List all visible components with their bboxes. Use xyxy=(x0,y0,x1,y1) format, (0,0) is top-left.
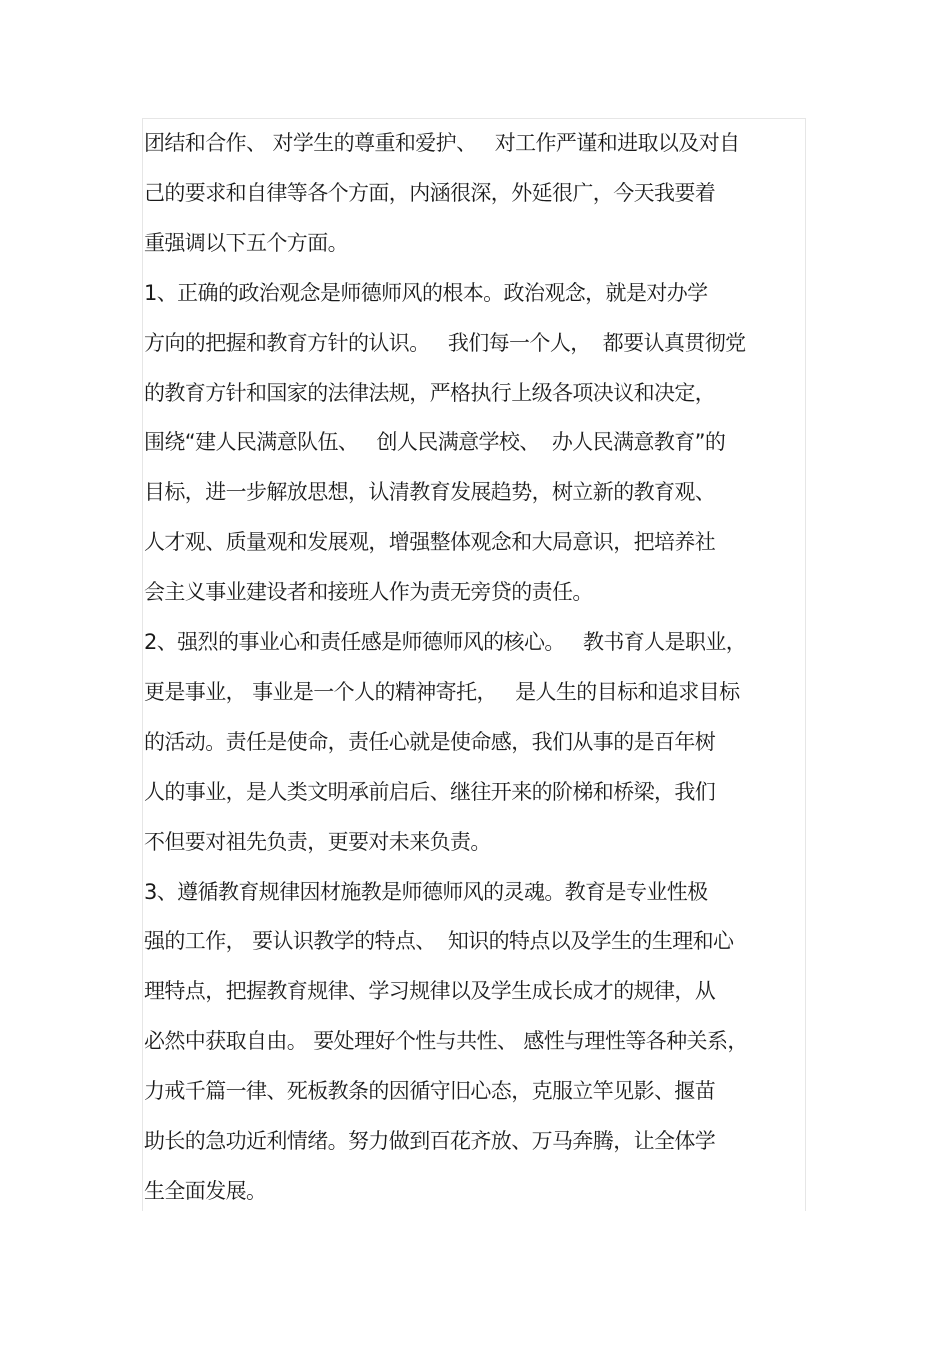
text-line: 会主义事业建设者和接班人作为责无旁贷的责任。 xyxy=(144,580,593,605)
text-line: 生全面发展。 xyxy=(144,1178,267,1203)
text-line: 2、强烈的事业心和责任感是师德师风的核心。 教书育人是职业， xyxy=(144,630,747,654)
text-line: 重强调以下五个方面。 xyxy=(144,230,348,255)
text-line: 1、正确的政治观念是师德师风的根本。政治观念，就是对办学 xyxy=(144,280,708,305)
text-line: 团结和合作、 对学生的尊重和爱护、 对工作严谨和进取以及对自 xyxy=(144,131,740,155)
text-line: 不但要对祖先负责，更要对未来负责。 xyxy=(144,829,491,854)
text-line: 的活动。责任是使命，责任心就是使命感，我们从事的是百年树 xyxy=(144,729,716,754)
text-line: 助长的急功近利情绪。努力做到百花齐放、万马奔腾，让全体学 xyxy=(144,1129,716,1153)
text-line: 更是事业， 事业是一个人的精神寄托， 是人生的目标和追求目标 xyxy=(144,679,740,704)
text-line: 人才观、质量观和发展观，增强整体观念和大局意识，把培养社 xyxy=(144,530,716,555)
text-line: 3、遵循教育规律因材施教是师德师风的灵魂。教育是专业性极 xyxy=(144,879,708,904)
text-line: 人的事业，是人类文明承前启后、继往开来的阶梯和桥梁，我们 xyxy=(144,779,716,804)
text-line: 理特点，把握教育规律、学习规律以及学生成长成才的规律，从 xyxy=(144,979,716,1004)
text-line: 围绕“建人民满意队伍、 创人民满意学校、 办人民满意教育”的 xyxy=(144,430,726,455)
text-line: 力戒千篇一律、死板教条的因循守旧心态，克服立竿见影、揠苗 xyxy=(144,1079,716,1104)
text-line: 己的要求和自律等各个方面，内涵很深，外延很广，今天我要着 xyxy=(144,180,716,205)
text-line: 强的工作， 要认识教学的特点、 知识的特点以及学生的生理和心 xyxy=(144,929,734,954)
text-line: 必然中获取自由。 要处理好个性与共性、 感性与理性等各种关系， xyxy=(144,1029,748,1054)
text-line: 目标，进一步解放思想，认清教育发展趋势，树立新的教育观、 xyxy=(144,480,716,505)
text-line: 方向的把握和教育方针的认识。 我们每一个人， 都要认真贯彻党 xyxy=(144,330,746,355)
text-line: 的教育方针和国家的法律法规，严格执行上级各项决议和决定， xyxy=(144,380,716,405)
